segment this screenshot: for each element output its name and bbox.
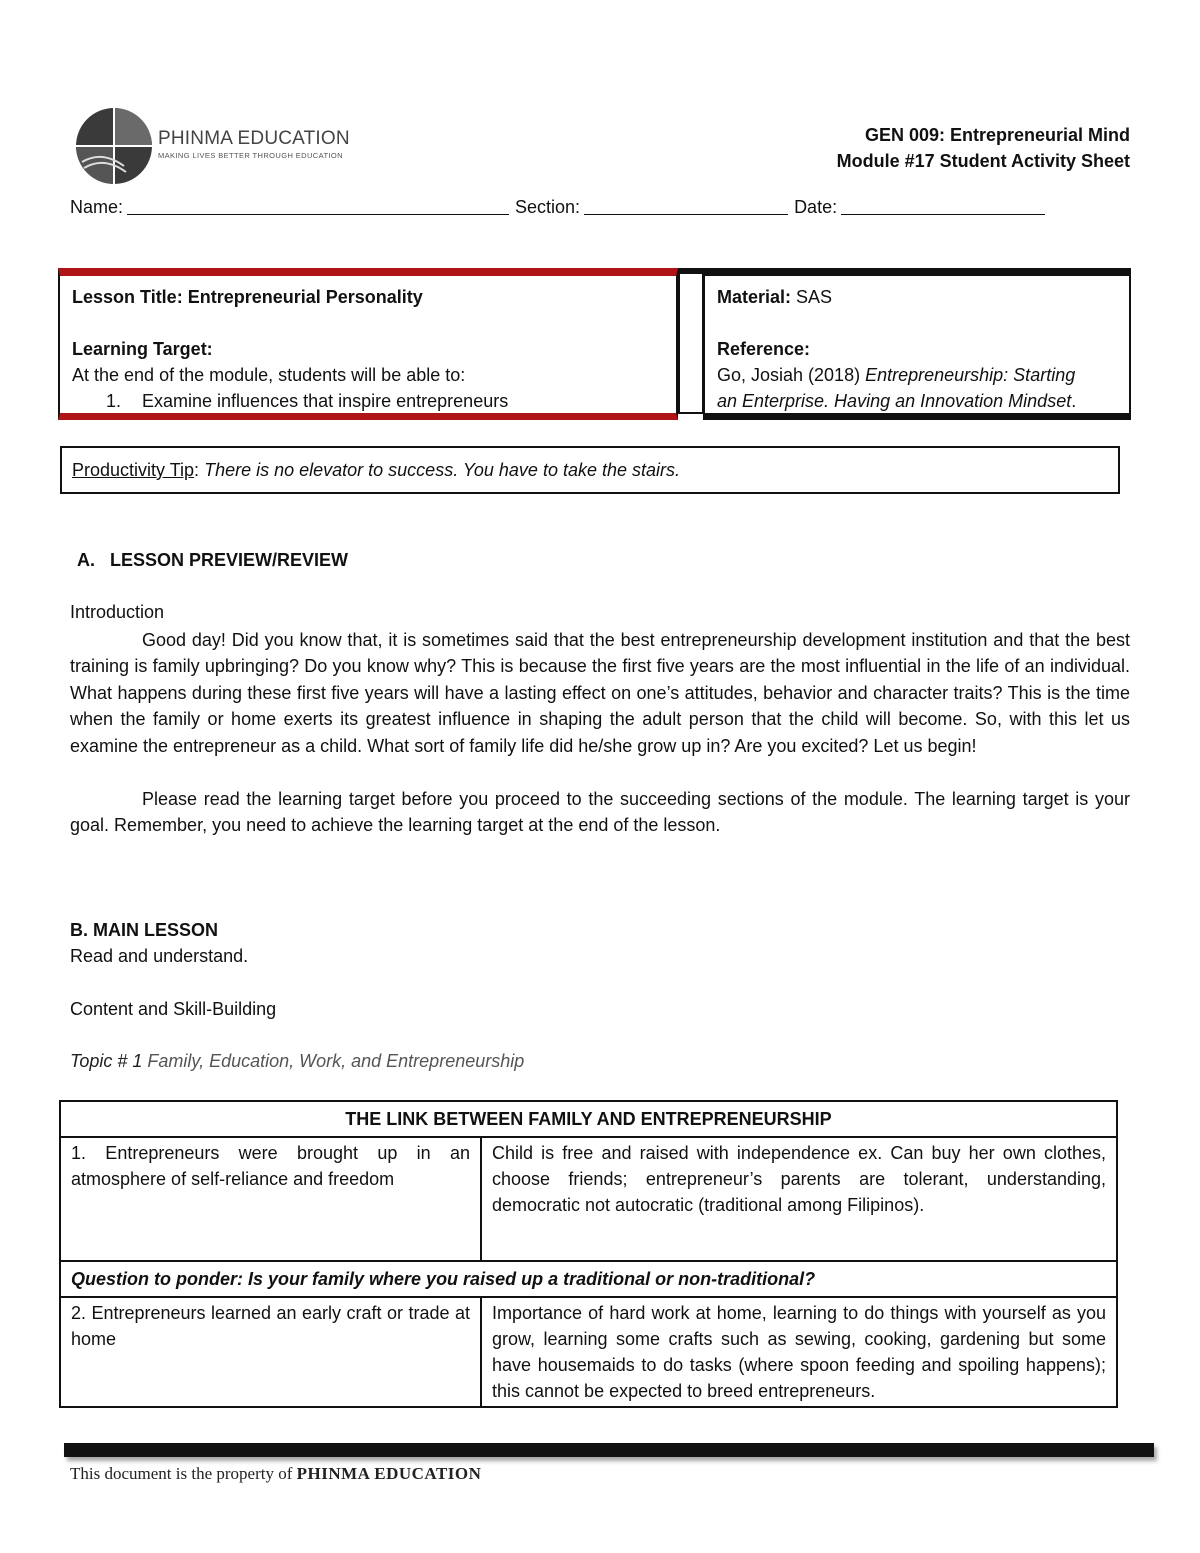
table-row: [60, 1297, 1117, 1407]
family-entrepreneurship-table: [59, 1100, 1118, 1408]
table-cell: Importance of hard work at home, learning to do things with yourself as you grow, learning some crafts such as sewing, cooking, gardening but some have housemaids to do tasks (where spoon feeding and spoiling happens); this cannot be expected to breed entrepreneurs.: [481, 1297, 1117, 1407]
section-label: Section:: [515, 197, 581, 217]
footer-text: This document is the property of PHINMA EDUCATION: [70, 1464, 482, 1483]
content-label: Content and Skill-Building: [70, 999, 277, 1019]
date-label: Date:: [794, 197, 838, 217]
section-a-heading: A. LESSON PREVIEW/REVIEW: [77, 550, 349, 570]
productivity-tip-box: Productivity Tip: There is no elevator to success. You have to take the stairs.: [60, 446, 1120, 494]
learning-target-item: 1. Examine influences that inspire entrepreneurs: [106, 391, 509, 411]
topic-heading: Topic # 1 Family, Education, Work, and Entrepreneurship: [70, 1051, 525, 1071]
name-label: Name:: [70, 197, 124, 217]
learning-target-intro: At the end of the module, students will be able to:: [72, 365, 466, 385]
table-cell: 1. Entrepreneurs were brought up in an atmosphere of self-reliance and freedom: [60, 1137, 481, 1261]
question-to-ponder: Question to ponder: Is your family where you raised up a traditional or non-traditional?: [60, 1261, 1117, 1297]
read-instruction: Read and understand.: [70, 946, 249, 966]
box-separator: [678, 268, 704, 414]
student-info-row: [70, 197, 1051, 218]
table-row: [60, 1137, 1117, 1261]
logo-globe-icon: [72, 104, 162, 188]
course-title: GEN 009: Entrepreneurial Mind: [864, 125, 1130, 145]
table-header-row: [60, 1101, 1117, 1137]
question-row: [60, 1261, 1117, 1297]
document-header: [837, 122, 1130, 174]
section-b-heading: B. MAIN LESSON: [70, 920, 219, 940]
table-header: THE LINK BETWEEN FAMILY AND ENTREPRENEURSHIP: [60, 1101, 1117, 1137]
reference-line-2: an Enterprise. Having an Innovation Mindset.: [717, 391, 1077, 411]
table-cell: Child is free and raised with independence ex. Can buy her own clothes, choose friends; entrepreneur’s parents are tolerant, understanding, democratic not autocratic (traditional among Filipinos).: [481, 1137, 1117, 1261]
material-line: Material: SAS: [717, 287, 833, 307]
intro-paragraph-1: Good day! Did you know that, it is sometimes said that the best entrepreneurship development institution and that the best training is family upbringing? Do you know why? This is because the first five years are the most influential in the life of an individual. What happens during these first five years will have a lasting effect on one’s attitudes, behavior and character traits? This is the time when the family or home exerts its greatest influence in shaping the adult person that the child will become. So, with this let us examine the entrepreneur as a child. What sort of family life did he/she grow up in? Are you excited? Let us begin!: [70, 630, 1130, 756]
date-field[interactable]: [841, 197, 1045, 215]
logo-name: PHINMA EDUCATION: [158, 128, 350, 149]
tip-text: There is no elevator to success. You have to take the stairs.: [204, 460, 681, 480]
name-field[interactable]: [127, 197, 509, 215]
material-box: [703, 268, 1131, 420]
footer-bar: [64, 1443, 1154, 1457]
lesson-title: Lesson Title: Entrepreneurial Personality: [72, 287, 423, 307]
reference-label: Reference:: [717, 339, 811, 359]
introduction-label: Introduction: [70, 602, 165, 622]
table-cell: 2. Entrepreneurs learned an early craft or trade at home: [60, 1297, 481, 1407]
section-field[interactable]: [584, 197, 788, 215]
reference-line-1: Go, Josiah (2018) Entrepreneurship: Starting: [717, 365, 1076, 385]
tip-label: Productivity Tip: [72, 460, 195, 480]
learning-target-label: Learning Target:: [72, 339, 213, 359]
intro-paragraph-2: Please read the learning target before you proceed to the succeeding sections of the module. The learning target is your goal. Remember, you need to achieve the learning target at the end of the lesson.: [70, 789, 1130, 836]
lesson-box: [58, 268, 678, 420]
module-title: Module #17 Student Activity Sheet: [836, 151, 1130, 171]
logo-tagline: MAKING LIVES BETTER THROUGH EDUCATION: [158, 151, 343, 160]
